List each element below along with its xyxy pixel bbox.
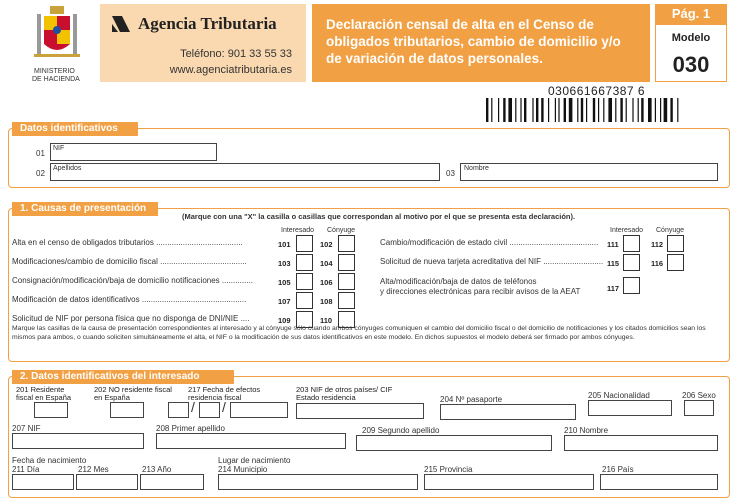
agency-name: Agencia Tributaria <box>138 14 277 33</box>
label-214: 214 Municipio <box>218 465 268 474</box>
label-205: 205 Nacionalidad <box>588 391 650 400</box>
code-104: 104 <box>320 259 333 268</box>
agency-website[interactable]: www.agenciatributaria.es <box>169 64 292 76</box>
model-number: 030 <box>672 52 710 77</box>
datos-identificativos-title: Datos identificativos <box>12 122 138 136</box>
checkbox-115[interactable] <box>623 254 640 271</box>
checkbox-105[interactable] <box>296 273 313 290</box>
col-interesado-left: Interesado <box>281 227 315 234</box>
code-102: 102 <box>320 240 333 249</box>
label-206: 206 Sexo <box>682 391 716 400</box>
label-212: 212 Mes <box>78 465 109 474</box>
birth-date-label: Fecha de nacimiento <box>12 456 87 465</box>
field-203[interactable] <box>296 403 424 419</box>
barcode-number: 030661667387 6 <box>548 84 646 98</box>
checkbox-111[interactable] <box>623 235 640 252</box>
code-105: 105 <box>278 278 291 287</box>
checkbox-103[interactable] <box>296 254 313 271</box>
date-217-month[interactable] <box>199 402 220 418</box>
code-117: 117 <box>607 284 620 293</box>
field-213[interactable] <box>140 474 204 490</box>
label-210: 210 Nombre <box>564 426 609 435</box>
nif-field[interactable] <box>50 143 217 161</box>
field-205[interactable] <box>588 400 672 416</box>
checkbox-108[interactable] <box>338 292 355 309</box>
apellidos-field-label: Apellidos <box>53 165 82 172</box>
label-203: 203 NIF de otros países/ CIF Estado residencia <box>296 385 393 402</box>
right-multi-line2: y direcciones electrónicas para recibir avisos de la AEAT <box>380 287 581 296</box>
code-107: 107 <box>278 297 291 306</box>
field-214[interactable] <box>218 474 418 490</box>
label-217: 217 Fecha de efectos residencia fiscal <box>188 385 261 402</box>
field-211[interactable] <box>12 474 74 490</box>
label-201: 201 Residente fiscal en España <box>16 385 72 402</box>
field-01-num: 01 <box>36 149 45 158</box>
col-conyuge-left: Cónyuge <box>327 227 356 234</box>
left-label-101: Alta en el censo de obligados tributarios ....................................... <box>12 239 243 247</box>
label-215: 215 Provincia <box>424 465 473 474</box>
model-label: Modelo <box>671 32 711 44</box>
barcode-icon <box>486 98 726 122</box>
label-202: 202 NO residente fiscal en España <box>94 385 172 402</box>
agency-box <box>100 4 306 82</box>
apellidos-field[interactable] <box>50 163 440 181</box>
checkbox-201[interactable] <box>34 402 68 418</box>
nif-field-label: NIF <box>53 145 65 152</box>
form-title: Declaración censal de alta en el Censo de obligados tributarios, cambio de domicilio y/o de variación de datos personales. <box>326 17 621 66</box>
right-label-115: Solicitud de nueva tarjeta acreditativa del NIF ........................... <box>380 258 604 266</box>
field-207[interactable] <box>12 433 144 449</box>
code-115: 115 <box>607 259 620 268</box>
left-label-105: Consignación/modificación/baja de domicilio notificaciones .............. <box>12 277 254 285</box>
checkbox-202[interactable] <box>110 402 144 418</box>
label-216: 216 País <box>602 465 634 474</box>
col-interesado-right: Interesado <box>610 227 644 234</box>
field-210[interactable] <box>564 435 718 451</box>
field-216[interactable] <box>600 474 718 490</box>
page-box <box>655 4 727 82</box>
nombre-field-label: Nombre <box>464 165 489 172</box>
date-217-day[interactable] <box>168 402 189 418</box>
left-label-109: Solicitud de NIF por persona física que no disponga de DNI/NIE .... <box>12 315 250 323</box>
label-208: 208 Primer apellido <box>156 424 225 433</box>
field-209[interactable] <box>356 435 552 451</box>
causas-instruction: (Marque con una "X" la casilla o casillas que correspondan al motivo por el que se presenta esta declaración). <box>182 212 576 221</box>
code-101: 101 <box>278 240 291 249</box>
checkbox-116[interactable] <box>667 254 684 271</box>
label-213: 213 Año <box>142 465 172 474</box>
interesado-title: 2. Datos identificativos del interesado <box>12 370 234 384</box>
causas-title: 1. Causas de presentación <box>12 202 158 216</box>
field-02-num: 02 <box>36 169 45 178</box>
label-211: 211 Día <box>12 465 40 474</box>
left-label-107: Modificación de datos identificativos ............................................... <box>12 296 247 304</box>
field-03-num: 03 <box>446 169 455 178</box>
code-109: 109 <box>278 316 291 325</box>
causas-note: Marque las casillas de la causa de presentación correspondientes al interesado y al cónyuge sólo cuando ambos cónyuges comuniquen el cambio del domicilio fiscal o del domicilio de notificaciones y los citados domicilios sean los mismos para ambos, o cuando soliciten simultáneamente el alta, el NIF o la modificación de sus datos identificativos en este modelo. En dichos supuestos el modelo deberá ser firmado por ambos cónyuges. <box>12 325 706 341</box>
ministry-line2: DE HACIENDA <box>32 76 80 83</box>
code-110: 110 <box>320 316 333 325</box>
checkbox-106[interactable] <box>338 273 355 290</box>
code-103: 103 <box>278 259 291 268</box>
col-conyuge-right: Cónyuge <box>656 227 685 234</box>
checkbox-107[interactable] <box>296 292 313 309</box>
checkbox-112[interactable] <box>667 235 684 252</box>
checkbox-102[interactable] <box>338 235 355 252</box>
field-208[interactable] <box>156 433 346 449</box>
agency-phone: Teléfono: 901 33 55 33 <box>180 48 292 60</box>
code-108: 108 <box>320 297 333 306</box>
label-209: 209 Segundo apellido <box>362 426 440 435</box>
coat-of-arms-icon <box>22 4 92 66</box>
checkbox-117[interactable] <box>623 277 640 294</box>
label-207: 207 NIF <box>12 424 41 433</box>
date-217-year[interactable] <box>230 402 288 418</box>
page-label: Pág. 1 <box>655 4 727 24</box>
code-116: 116 <box>651 259 664 268</box>
right-multi-line1: Alta/modificación/baja de datos de teléfonos <box>380 277 537 286</box>
birth-place-label: Lugar de nacimiento <box>218 456 291 465</box>
field-206[interactable] <box>684 400 714 416</box>
code-106: 106 <box>320 278 333 287</box>
checkbox-104[interactable] <box>338 254 355 271</box>
code-112: 112 <box>651 240 664 249</box>
agency-logo-icon <box>110 14 132 34</box>
left-label-103: Modificaciones/cambio de domicilio fiscal ....................................... <box>12 258 247 266</box>
ministry-logo <box>22 4 92 84</box>
ministry-line1: MINISTERIO <box>34 68 75 75</box>
form-title-box <box>312 4 650 82</box>
label-204: 204 Nº pasaporte <box>440 395 503 404</box>
code-111: 111 <box>607 240 619 249</box>
checkbox-101[interactable] <box>296 235 313 252</box>
field-215[interactable] <box>424 474 594 490</box>
field-212[interactable] <box>76 474 138 490</box>
nombre-field[interactable] <box>460 163 718 181</box>
right-label-111: Cambio/modificación de estado civil ........................................ <box>380 239 599 247</box>
field-204[interactable] <box>440 404 576 420</box>
